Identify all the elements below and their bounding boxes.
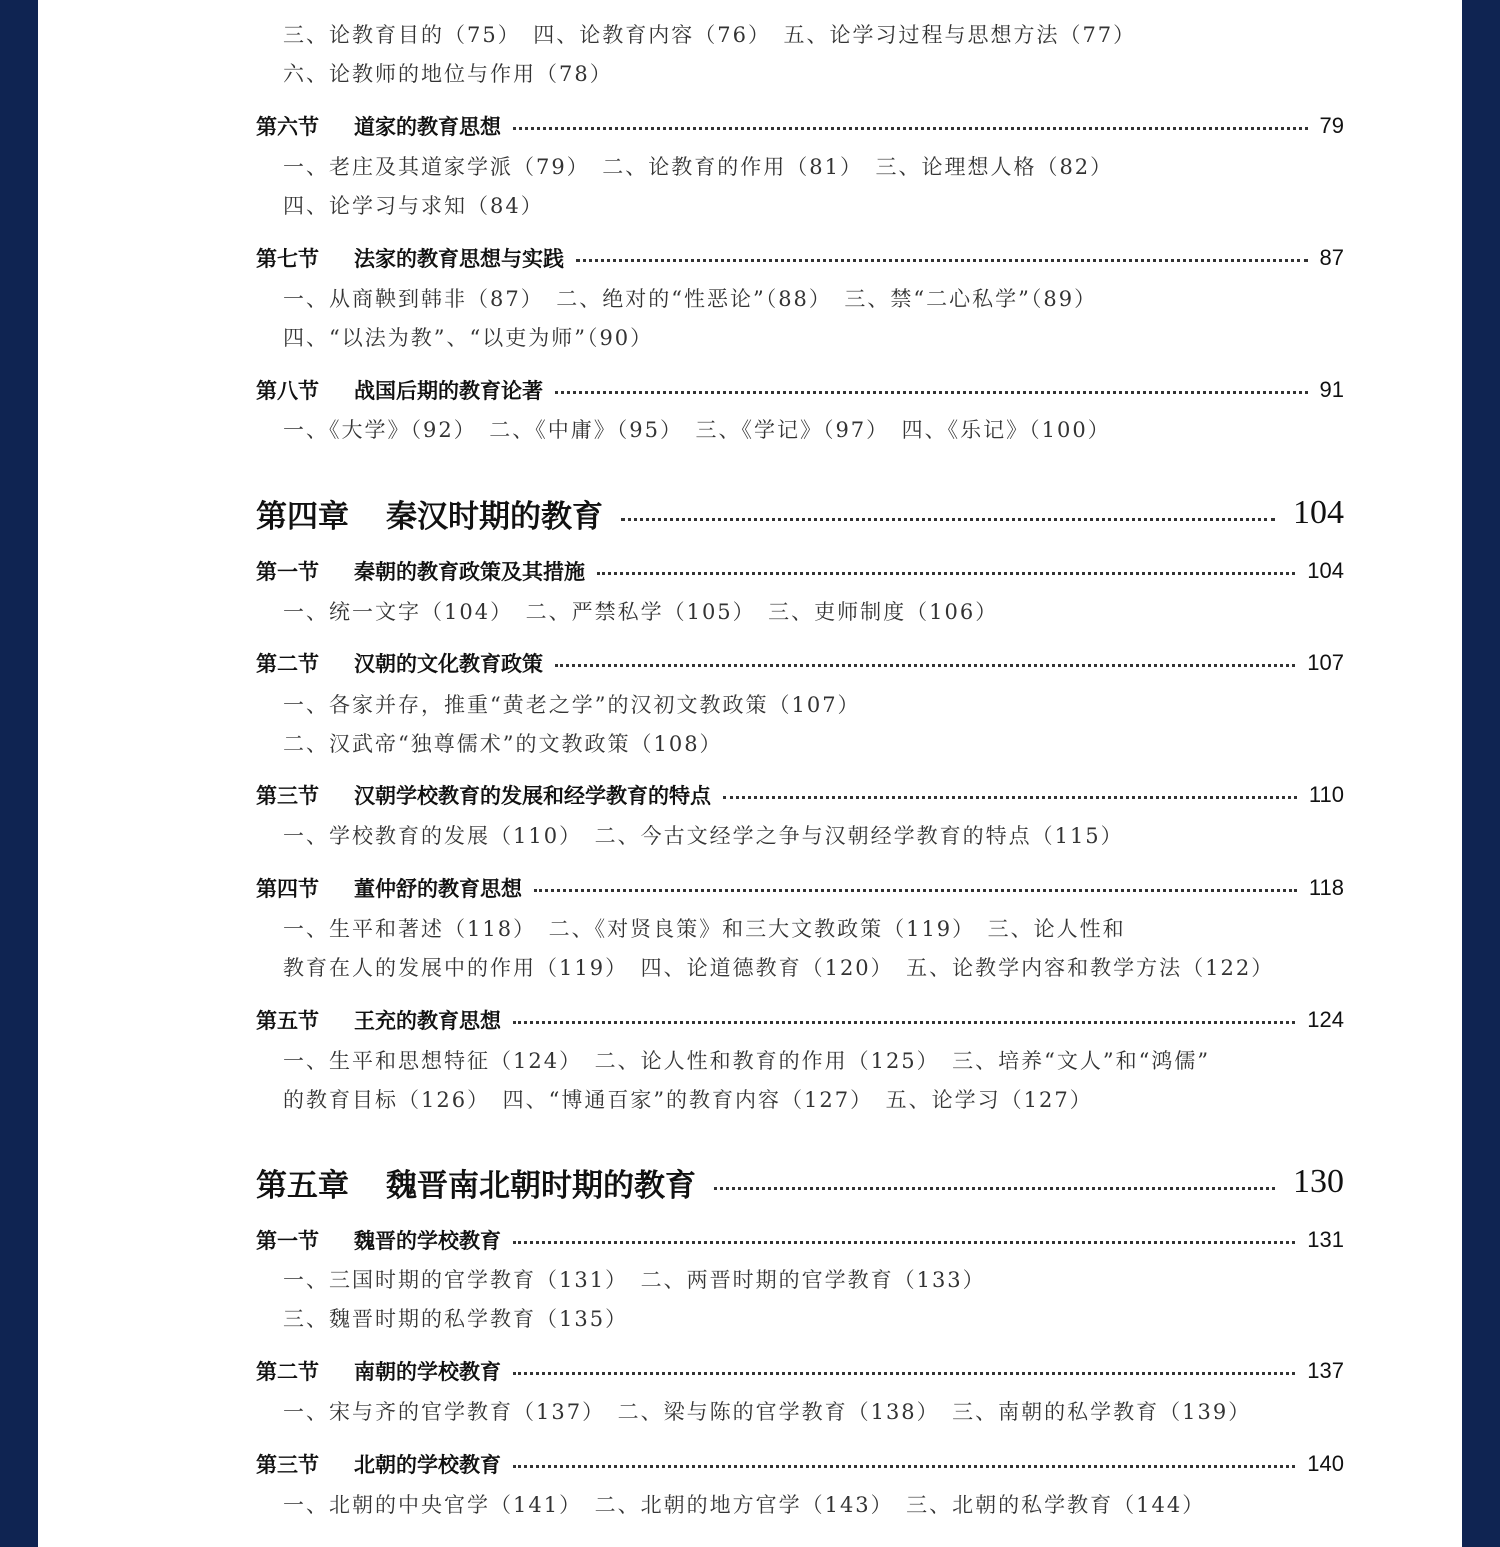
section-page-number: 91 <box>1319 377 1344 402</box>
toc-chapter-entry[interactable] <box>256 1159 1344 1205</box>
leader-dots <box>513 127 1308 130</box>
section-title: 董仲舒的教育思想 <box>354 877 522 901</box>
toc-subsection-line: 三、魏晋时期的私学教育（135） <box>283 1307 629 1331</box>
section-page-number: 118 <box>1308 875 1344 900</box>
leader-dots <box>597 572 1295 575</box>
toc-section-entry[interactable] <box>256 1449 1344 1479</box>
chapter-page-number: 130 <box>1293 1163 1344 1200</box>
leader-dots <box>555 391 1308 394</box>
section-page-number: 104 <box>1307 558 1344 583</box>
toc-subsection-line: 一、学校教育的发展（110） 二、今古文经学之争与汉朝经学教育的特点（115） <box>283 824 1124 848</box>
leader-dots <box>576 259 1308 262</box>
section-number: 第七节 <box>256 247 319 271</box>
toc-subsection-line: 一、北朝的中央官学（141） 二、北朝的地方官学（143） 三、北朝的私学教育（144） <box>283 1493 1206 1517</box>
toc-subsection-line: 一、生平和著述（118） 二、《对贤良策》和三大文教政策（119） 三、论人性和 <box>283 917 1126 941</box>
section-page-number: 107 <box>1307 650 1344 675</box>
section-page-number: 110 <box>1308 782 1344 807</box>
section-number: 第六节 <box>256 115 319 139</box>
toc-subsection-line: 二、汉武帝“独尊儒术”的文教政策（108） <box>283 732 723 756</box>
leader-dots <box>714 1187 1275 1190</box>
toc-subsection-line: 一、三国时期的官学教育（131） 二、两晋时期的官学教育（133） <box>283 1268 986 1292</box>
toc-subsection-line: 教育在人的发展中的作用（119） 四、论道德教育（120） 五、论教学内容和教学方法（122） <box>283 956 1275 980</box>
section-title: 南朝的学校教育 <box>354 1360 501 1384</box>
section-number: 第四节 <box>256 877 319 901</box>
toc-section-entry[interactable] <box>256 1225 1344 1255</box>
section-number: 第二节 <box>256 652 319 676</box>
toc-section-entry[interactable] <box>256 111 1344 141</box>
toc-subsection-line: 一、生平和思想特征（124） 二、论人性和教育的作用（125） 三、培养“文人”和“鸿儒” <box>283 1049 1211 1073</box>
toc-section-entry[interactable] <box>256 873 1344 903</box>
section-title: 汉朝的文化教育政策 <box>354 652 543 676</box>
chapter-title: 秦汉时期的教育 <box>386 498 603 535</box>
toc-section-entry[interactable] <box>256 556 1344 586</box>
section-title: 王充的教育思想 <box>354 1009 501 1033</box>
leader-dots <box>513 1021 1295 1024</box>
toc-subsection-line: 一、从商鞅到韩非（87） 二、绝对的“性恶论”（88） 三、禁“二心私学”（89） <box>283 287 1098 311</box>
section-title: 战国后期的教育论著 <box>354 379 543 403</box>
section-title: 法家的教育思想与实践 <box>354 247 564 271</box>
section-page-number: 87 <box>1319 245 1344 270</box>
toc-subsection-line: 一、统一文字（104） 二、严禁私学（105） 三、吏师制度（106） <box>283 600 999 624</box>
section-title: 北朝的学校教育 <box>354 1453 501 1477</box>
toc-section-entry[interactable] <box>256 780 1344 810</box>
chapter-title: 魏晋南北朝时期的教育 <box>386 1167 696 1204</box>
section-title: 魏晋的学校教育 <box>354 1229 501 1253</box>
toc-subsection-line: 四、论学习与求知（84） <box>283 194 544 218</box>
section-page-number: 131 <box>1307 1227 1344 1252</box>
toc-subsection-line: 一、各家并存，推重“黄老之学”的汉初文教政策（107） <box>283 693 861 717</box>
section-number: 第一节 <box>256 1229 319 1253</box>
section-number: 第一节 <box>256 560 319 584</box>
toc-chapter-entry[interactable] <box>256 490 1344 536</box>
leader-dots <box>513 1372 1295 1375</box>
toc-subsection-line: 的教育目标（126） 四、“博通百家”的教育内容（127） 五、论学习（127） <box>283 1088 1093 1112</box>
section-page-number: 137 <box>1307 1358 1344 1383</box>
leader-dots <box>555 664 1295 667</box>
section-page-number: 79 <box>1319 113 1344 138</box>
chapter-number: 第四章 <box>256 498 349 535</box>
section-page-number: 140 <box>1307 1451 1344 1476</box>
leader-dots <box>513 1241 1295 1244</box>
leader-dots <box>534 889 1297 892</box>
toc-section-entry[interactable] <box>256 648 1344 678</box>
toc-section-entry[interactable] <box>256 1005 1344 1035</box>
section-number: 第八节 <box>256 379 319 403</box>
toc-subsection-line: 一、宋与齐的官学教育（137） 二、梁与陈的官学教育（138） 三、南朝的私学教育（139） <box>283 1400 1252 1424</box>
toc-section-entry[interactable] <box>256 375 1344 405</box>
section-number: 第五节 <box>256 1009 319 1033</box>
toc-subsection-line: 四、“以法为教”、“以吏为师”（90） <box>283 326 654 350</box>
toc-subsection-line: 一、老庄及其道家学派（79） 二、论教育的作用（81） 三、论理想人格（82） <box>283 155 1114 179</box>
toc-page <box>38 0 1462 1547</box>
toc-subsection-line: 三、论教育目的（75） 四、论教育内容（76） 五、论学习过程与思想方法（77） <box>283 23 1137 47</box>
section-number: 第三节 <box>256 784 319 808</box>
leader-dots <box>513 1465 1295 1468</box>
toc-subsection-line: 六、论教师的地位与作用（78） <box>283 62 613 86</box>
section-title: 道家的教育思想 <box>354 115 501 139</box>
leader-dots <box>723 796 1297 799</box>
section-page-number: 124 <box>1307 1007 1344 1032</box>
chapter-page-number: 104 <box>1293 494 1344 531</box>
toc-section-entry[interactable] <box>256 1356 1344 1386</box>
section-number: 第二节 <box>256 1360 319 1384</box>
chapter-number: 第五章 <box>256 1167 349 1204</box>
section-title: 秦朝的教育政策及其措施 <box>354 560 585 584</box>
leader-dots <box>621 518 1275 521</box>
toc-section-entry[interactable] <box>256 243 1344 273</box>
section-title: 汉朝学校教育的发展和经学教育的特点 <box>354 784 711 808</box>
toc-subsection-line: 一、《大学》（92） 二、《中庸》（95） 三、《学记》（97） 四、《乐记》（100） <box>283 418 1111 442</box>
section-number: 第三节 <box>256 1453 319 1477</box>
